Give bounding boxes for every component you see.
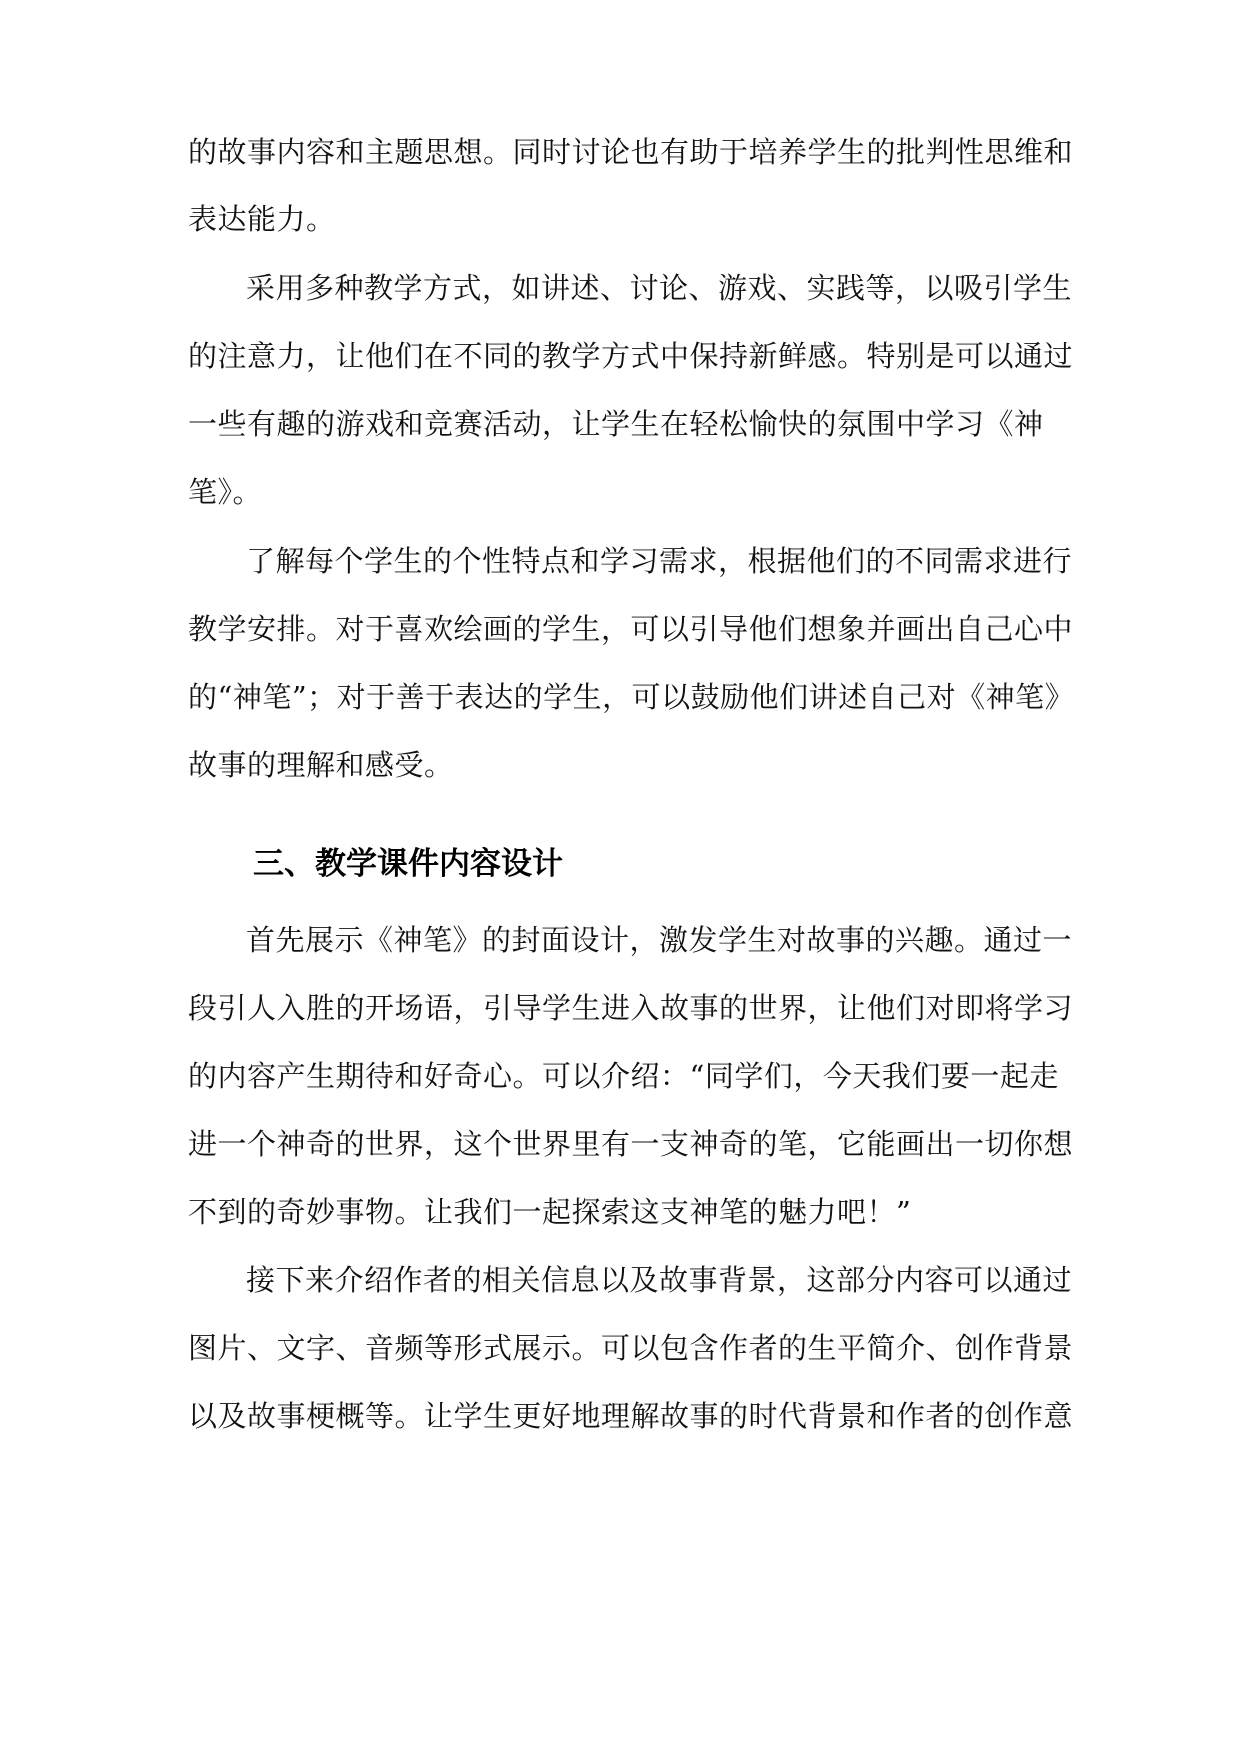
text-line: 图片、文字、音频等形式展示。可以包含作者的生平简介、创作背景 [188, 1331, 1074, 1365]
text-line: 首先展示《神笔》的封面设计，激发学生对故事的兴趣。通过一 [246, 923, 1073, 957]
text-line: 了解每个学生的个性特点和学习需求，根据他们的不同需求进行 [246, 544, 1073, 578]
text-line: 的故事内容和主题思想。同时讨论也有助于培养学生的批判性思维和 [188, 135, 1074, 169]
text-line: 表达能力。 [188, 202, 336, 236]
text-line: 教学安排。对于喜欢绘画的学生，可以引导他们想象并画出自己心中 [188, 612, 1074, 646]
text-line: 以及故事梗概等。让学生更好地理解故事的时代背景和作者的创作意 [188, 1399, 1074, 1433]
section-heading: 三、教学课件内容设计 [253, 846, 563, 882]
text-line: 进一个神奇的世界，这个世界里有一支神奇的笔，它能画出一切你想 [188, 1127, 1074, 1161]
text-line: 段引人入胜的开场语，引导学生进入故事的世界，让他们对即将学习 [188, 991, 1074, 1025]
text-line: 的内容产生期待和好奇心。可以介绍：“同学们，今天我们要一起走 [188, 1059, 1059, 1093]
text-line: 采用多种教学方式，如讲述、讨论、游戏、实践等，以吸引学生 [246, 271, 1073, 305]
text-line: 的“神笔”；对于善于表达的学生，可以鼓励他们讲述自己对《神笔》 [188, 680, 1075, 714]
text-line: 故事的理解和感受。 [188, 748, 454, 782]
text-line: 一些有趣的游戏和竞赛活动，让学生在轻松愉快的氛围中学习《神 [188, 407, 1044, 441]
text-line: 笔》。 [188, 475, 263, 509]
text-line: 接下来介绍作者的相关信息以及故事背景，这部分内容可以通过 [246, 1263, 1073, 1297]
text-line: 不到的奇妙事物。让我们一起探索这支神笔的魅力吧！” [188, 1195, 912, 1229]
text-line: 的注意力，让他们在不同的教学方式中保持新鲜感。特别是可以通过 [188, 339, 1074, 373]
